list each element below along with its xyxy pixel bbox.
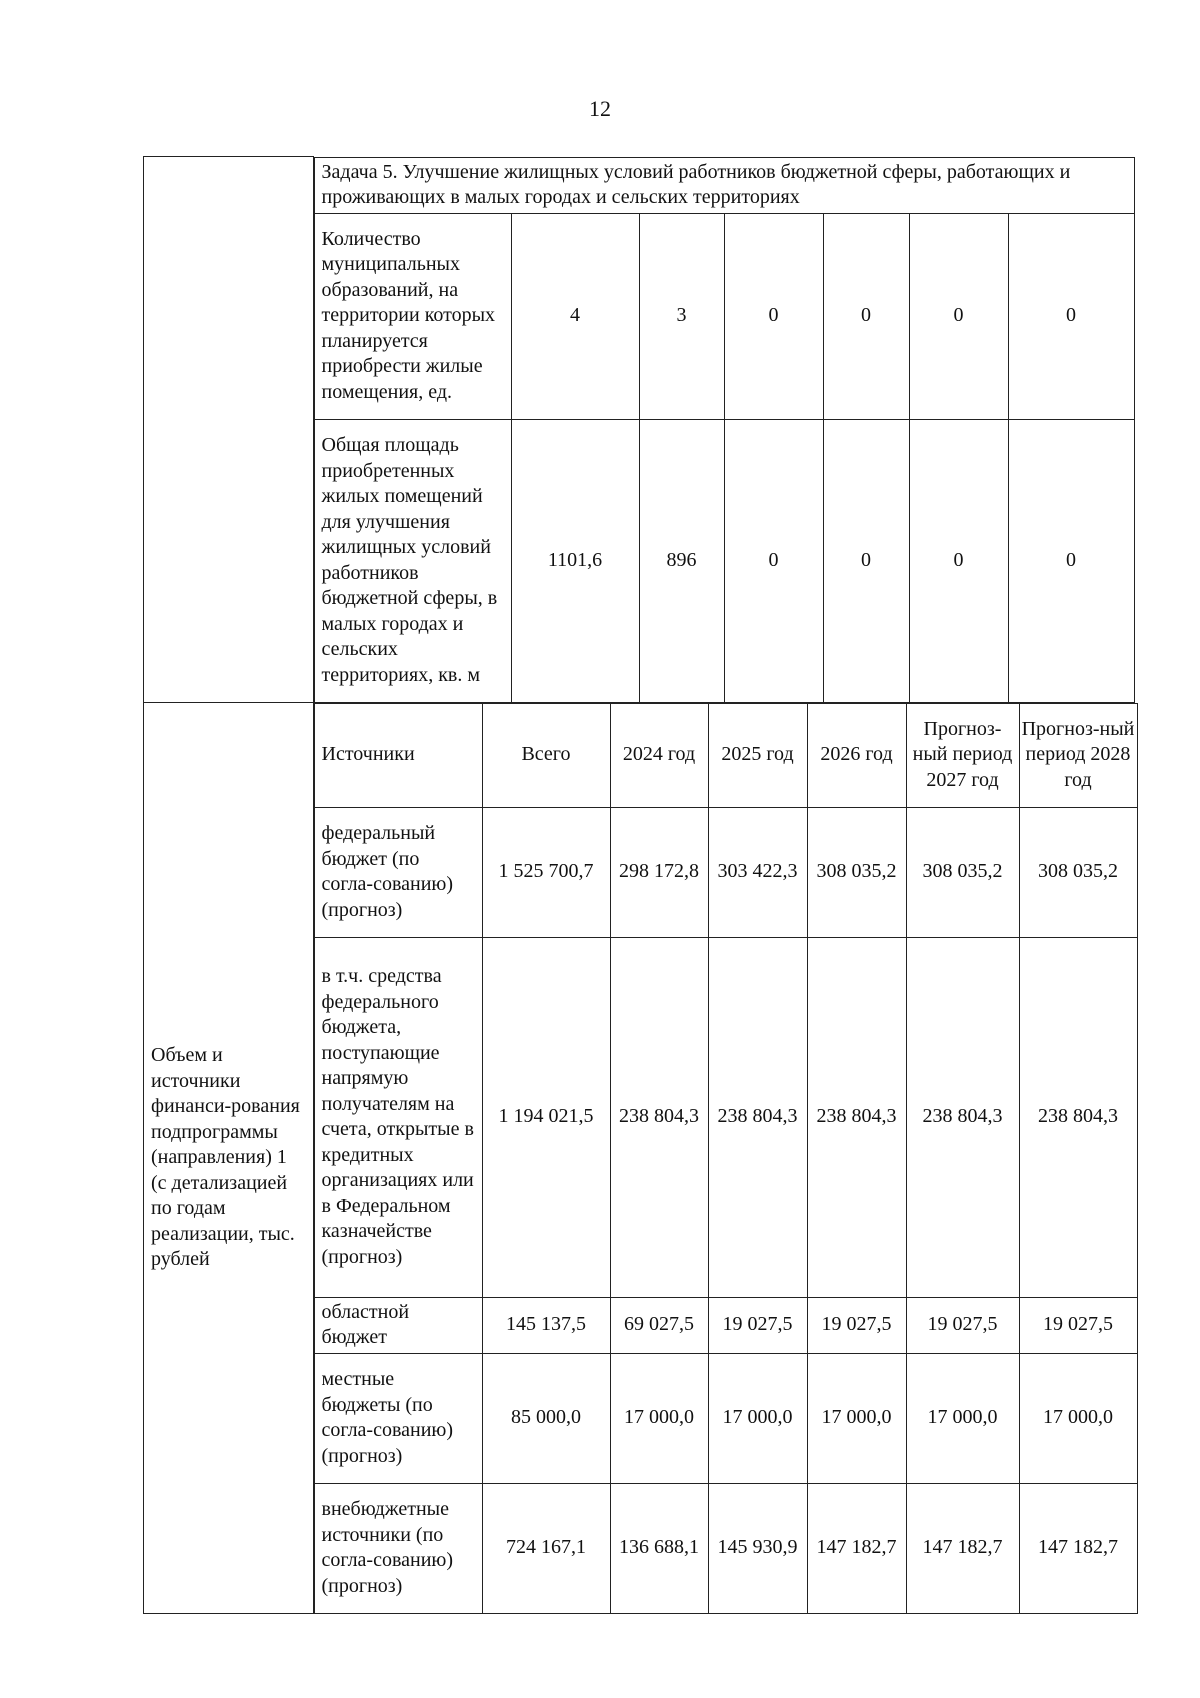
- amount-cell: 17 000,0: [708, 1353, 807, 1483]
- finance-table: [314, 703, 1138, 1614]
- indicator-value: 0: [909, 213, 1008, 419]
- amount-cell: 147 182,7: [906, 1483, 1019, 1613]
- task-indicators-cell: [313, 157, 1200, 703]
- indicator-value: 0: [823, 213, 909, 419]
- indicator-label: Количество муниципальных образований, на территории которых планируется приобрести жилые помещения, ед.: [314, 213, 511, 419]
- amount-cell: 17 000,0: [906, 1353, 1019, 1483]
- amount-cell: 85 000,0: [482, 1353, 610, 1483]
- indicator-value: 0: [909, 419, 1008, 702]
- amount-cell: 238 804,3: [1019, 937, 1137, 1297]
- amount-cell: 19 027,5: [807, 1297, 906, 1353]
- source-label: федеральный бюджет (по согла-сованию) (прогноз): [314, 807, 482, 937]
- amount-cell: 17 000,0: [610, 1353, 708, 1483]
- indicator-value: 0: [724, 213, 823, 419]
- indicator-value: 3: [639, 213, 724, 419]
- amount-cell: 19 027,5: [906, 1297, 1019, 1353]
- source-label: в т.ч. средства федерального бюджета, поступающие напрямую получателям на счета, открытые в кредитных организациях или в Федеральном казначействе (прогноз): [314, 937, 482, 1297]
- column-header: 2024 год: [610, 703, 708, 807]
- amount-cell: 145 137,5: [482, 1297, 610, 1353]
- amount-cell: 303 422,3: [708, 807, 807, 937]
- indicator-value: 0: [1008, 419, 1134, 702]
- amount-cell: 308 035,2: [807, 807, 906, 937]
- indicator-value: 0: [1008, 213, 1134, 419]
- column-header: 2025 год: [708, 703, 807, 807]
- source-label: местные бюджеты (по согла-сованию) (прогноз): [314, 1353, 482, 1483]
- indicator-value: 0: [823, 419, 909, 702]
- amount-cell: 17 000,0: [807, 1353, 906, 1483]
- empty-left-cell: [144, 157, 314, 703]
- amount-cell: 308 035,2: [1019, 807, 1137, 937]
- column-header: 2026 год: [807, 703, 906, 807]
- amount-cell: 69 027,5: [610, 1297, 708, 1353]
- finance-section-title: Объем и источники финанси-рования подпрограммы (направления) 1 (с детализацией по годам реализации, тыс. рублей: [144, 703, 314, 1614]
- amount-cell: 238 804,3: [807, 937, 906, 1297]
- table-row: [314, 937, 1137, 1297]
- amount-cell: 19 027,5: [708, 1297, 807, 1353]
- amount-cell: 308 035,2: [906, 807, 1019, 937]
- indicator-label: Общая площадь приобретенных жилых помещений для улучшения жилищных условий работников бюджетной сферы, в малых городах и сельских территориях, кв. м: [314, 419, 511, 702]
- table-row: [314, 1297, 1137, 1353]
- indicator-value: 0: [724, 419, 823, 702]
- indicator-value: 1101,6: [511, 419, 639, 702]
- table-row: [314, 1483, 1137, 1613]
- table-row: [314, 807, 1137, 937]
- table-row: [314, 1353, 1137, 1483]
- passport-table: [143, 156, 1200, 1614]
- amount-cell: 1 525 700,7: [482, 807, 610, 937]
- source-label: внебюджетные источники (по согла-сованию) (прогноз): [314, 1483, 482, 1613]
- indicator-value: 4: [511, 213, 639, 419]
- finance-cell: [313, 703, 1200, 1614]
- amount-cell: 147 182,7: [1019, 1483, 1137, 1613]
- amount-cell: 238 804,3: [708, 937, 807, 1297]
- indicator-row: [314, 213, 1134, 419]
- amount-cell: 1 194 021,5: [482, 937, 610, 1297]
- column-header: Прогноз-ный период 2028 год: [1019, 703, 1137, 807]
- amount-cell: 17 000,0: [1019, 1353, 1137, 1483]
- amount-cell: 19 027,5: [1019, 1297, 1137, 1353]
- source-label: областной бюджет: [314, 1297, 482, 1353]
- task-title: Задача 5. Улучшение жилищных условий работников бюджетной сферы, работающих и проживающих в малых городах и сельских территориях: [314, 157, 1134, 213]
- column-header: Прогноз-ный период 2027 год: [906, 703, 1019, 807]
- finance-header-row: [314, 703, 1137, 807]
- indicator-value: 896: [639, 419, 724, 702]
- amount-cell: 238 804,3: [610, 937, 708, 1297]
- amount-cell: 298 172,8: [610, 807, 708, 937]
- amount-cell: 724 167,1: [482, 1483, 610, 1613]
- task-indicators-table: [314, 157, 1135, 703]
- column-header: Источники: [314, 703, 482, 807]
- amount-cell: 238 804,3: [906, 937, 1019, 1297]
- column-header: Всего: [482, 703, 610, 807]
- amount-cell: 145 930,9: [708, 1483, 807, 1613]
- indicator-row: [314, 419, 1134, 702]
- amount-cell: 136 688,1: [610, 1483, 708, 1613]
- page-number: 12: [589, 96, 611, 121]
- amount-cell: 147 182,7: [807, 1483, 906, 1613]
